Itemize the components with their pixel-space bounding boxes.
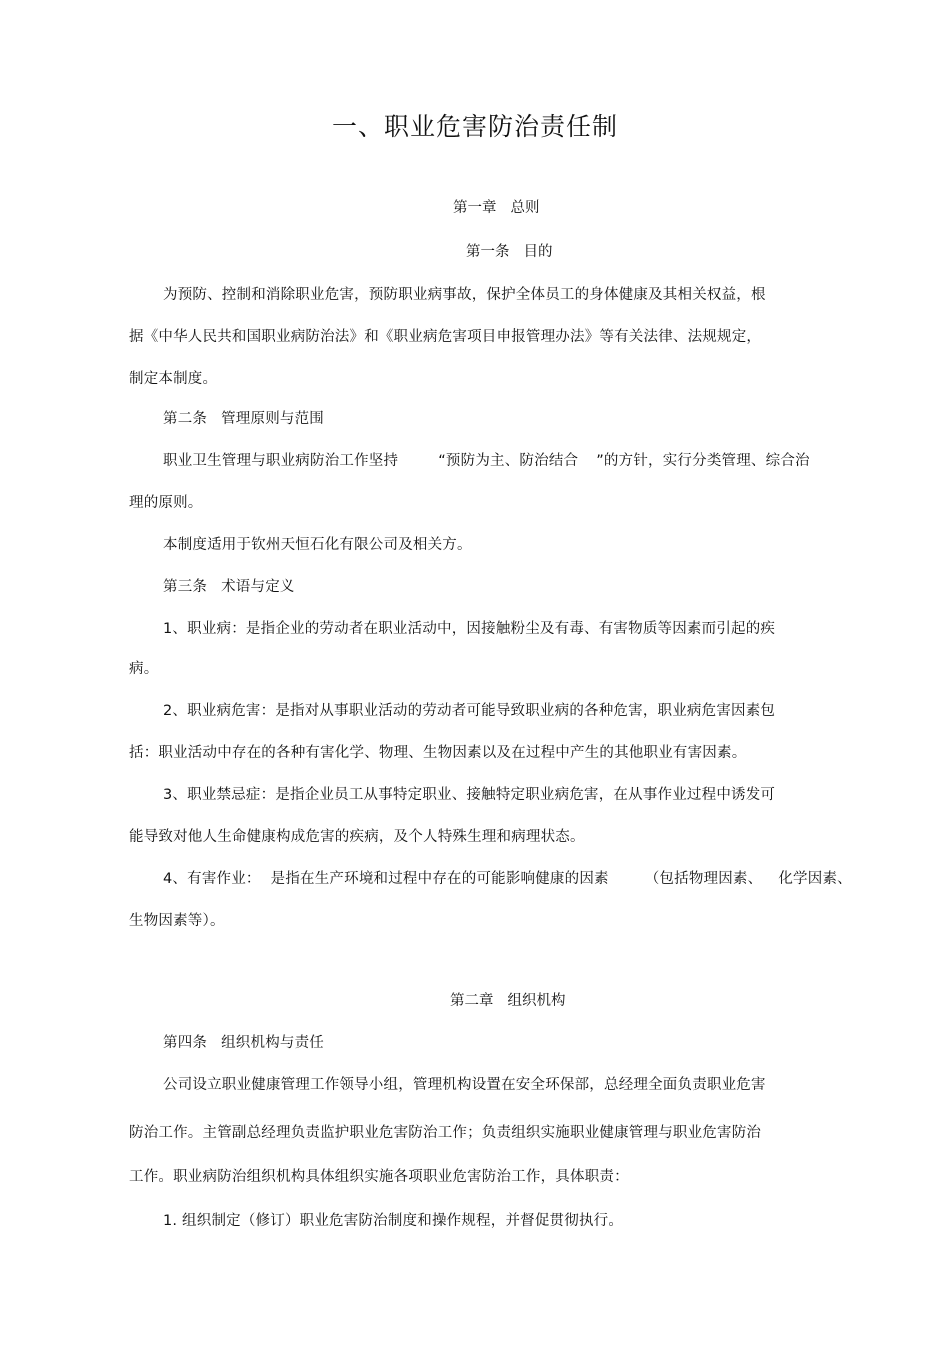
paragraph-line: 防治工作。主管副总经理负责监护职业危害防治工作；负责组织实施职业健康管理与职业危害防治	[129, 1125, 762, 1141]
article-2-name: 管理原则与范围	[221, 411, 325, 427]
article-1-heading	[466, 242, 553, 262]
article-2-number: 第二条	[163, 411, 208, 427]
article-4-heading	[163, 1033, 324, 1053]
chapter-2-name: 组织机构	[507, 993, 566, 1009]
paragraph-line: 据《中华人民共和国职业病防治法》和《职业病危害项目申报管理办法》等有关法律、法规规定，	[129, 329, 762, 345]
text-segment: 化学因素、	[778, 871, 852, 887]
article-4-name: 组织机构与责任	[221, 1035, 325, 1051]
paragraph-line: 工作。职业病防治组织机构具体组织实施各项职业危害防治工作，具体职责：	[129, 1169, 629, 1185]
paragraph-line: 能导致对他人生命健康构成危害的疾病，及个人特殊生理和病理状态。	[129, 829, 585, 845]
paragraph-line	[163, 451, 810, 471]
text-segment: ”的方针，实行分类管理、综合治	[596, 453, 810, 469]
definition-item: 2、职业病危害：是指对从事职业活动的劳动者可能导致职业病的各种危害，职业病危害因素包	[163, 703, 776, 719]
definition-item: 1、职业病：是指企业的劳动者在职业活动中，因接触粉尘及有毒、有害物质等因素而引起的疾	[163, 621, 776, 637]
list-item: 1. 组织制定（修订）职业危害防治制度和操作规程，并督促贯彻执行。	[163, 1213, 624, 1229]
article-3-number: 第三条	[163, 579, 208, 595]
document-title: 一、职业危害防治责任制	[331, 112, 618, 141]
paragraph-line: 生物因素等）。	[129, 913, 225, 929]
paragraph-line: 括：职业活动中存在的各种有害化学、物理、生物因素以及在过程中产生的其他职业有害因素。	[129, 745, 747, 761]
article-1-number: 第一条	[466, 244, 510, 260]
paragraph-line: 为预防、控制和消除职业危害，预防职业病事故，保护全体员工的身体健康及其相关权益，根	[163, 287, 766, 303]
paragraph-line: 制定本制度。	[129, 371, 218, 387]
text-segment: 4、有害作业：	[163, 871, 261, 887]
chapter-2-heading	[450, 991, 566, 1011]
chapter-2-number: 第二章	[450, 993, 494, 1009]
definition-item	[163, 869, 852, 889]
chapter-1-number: 第一章	[453, 200, 497, 216]
article-1-name: 目的	[523, 244, 553, 260]
text-segment: 是指在生产环境和过程中存在的可能影响健康的因素	[270, 871, 609, 887]
paragraph-line: 本制度适用于钦州天恒石化有限公司及相关方。	[163, 537, 472, 553]
paragraph-line: 理的原则。	[129, 495, 203, 511]
chapter-1-name: 总则	[510, 200, 540, 216]
article-4-number: 第四条	[163, 1035, 208, 1051]
chapter-1-heading	[453, 198, 540, 218]
text-segment: 职业卫生管理与职业病防治工作坚持	[163, 453, 399, 469]
text-segment: （包括物理因素、	[644, 871, 763, 887]
article-2-heading	[163, 409, 324, 429]
text-segment: “预防为主、防治结合	[438, 453, 579, 469]
paragraph-line: 公司设立职业健康管理工作领导小组，管理机构设置在安全环保部，总经理全面负责职业危害	[163, 1077, 766, 1093]
article-3-name: 术语与定义	[221, 579, 295, 595]
definition-item: 3、职业禁忌症：是指企业员工从事特定职业、接触特定职业病危害，在从事作业过程中诱发可	[163, 787, 776, 803]
paragraph-line: 病。	[129, 661, 159, 677]
article-3-heading	[163, 577, 295, 597]
